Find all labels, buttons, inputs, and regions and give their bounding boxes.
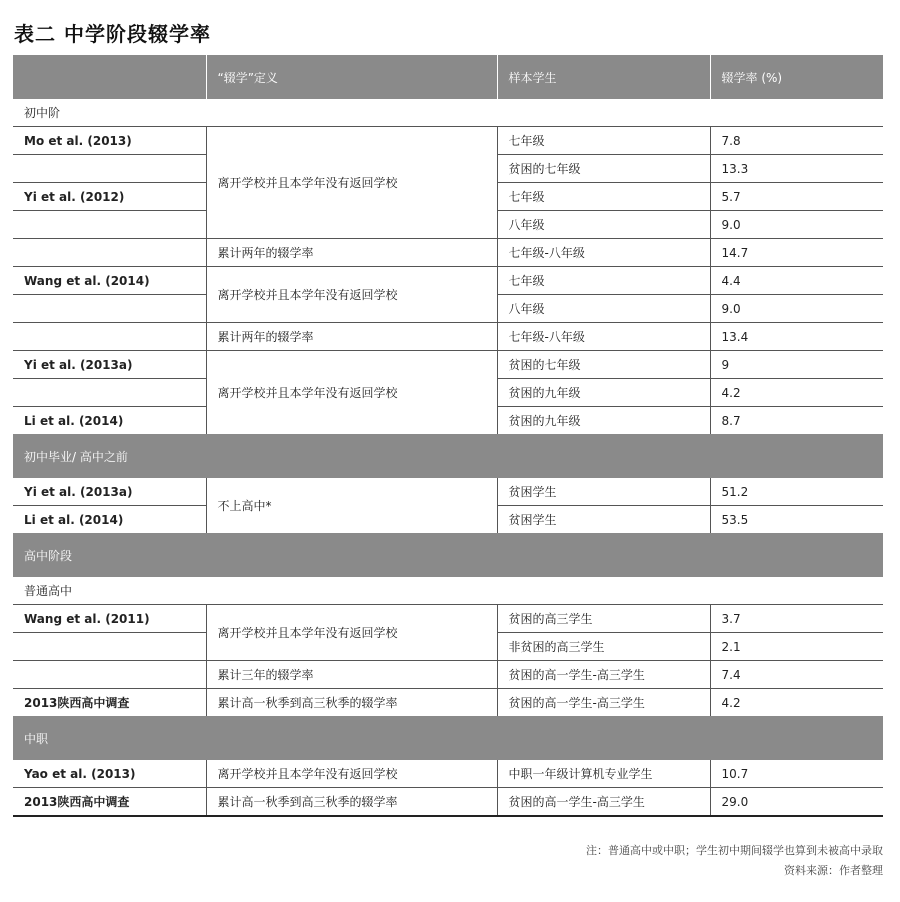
table-row xyxy=(13,788,883,817)
sample-cell: 贫困的七年级 xyxy=(497,155,710,183)
rate-cell: 29.0 xyxy=(710,788,883,817)
table-row xyxy=(13,267,883,295)
definition-cell: 不上高中* xyxy=(206,478,497,533)
table-title: 表二 中学阶段辍学率 xyxy=(14,22,211,46)
sample-cell: 七年级-八年级 xyxy=(497,239,710,267)
rate-cell: 4.2 xyxy=(710,689,883,717)
section-row xyxy=(13,434,883,478)
table-row xyxy=(13,605,883,633)
table-header-row xyxy=(13,55,883,99)
sample-cell: 七年级 xyxy=(497,267,710,295)
rate-cell: 51.2 xyxy=(710,478,883,506)
rate-cell: 14.7 xyxy=(710,239,883,267)
study-cell: Wang et al. (2011) xyxy=(13,605,206,633)
rate-cell: 2.1 xyxy=(710,633,883,661)
subsection-row xyxy=(13,577,883,605)
definition-cell: 离开学校并且本学年没有返回学校 xyxy=(206,760,497,788)
sample-cell: 中职一年级计算机专业学生 xyxy=(497,760,710,788)
definition-cell: 累计高一秋季到高三秋季的辍学率 xyxy=(206,788,497,817)
rate-cell: 5.7 xyxy=(710,183,883,211)
section-label: 初中毕业/ 高中之前 xyxy=(13,434,883,478)
table-row xyxy=(13,661,883,689)
study-cell xyxy=(13,323,206,351)
sample-cell: 七年级-八年级 xyxy=(497,323,710,351)
section-label: 中职 xyxy=(13,716,883,760)
sample-cell: 八年级 xyxy=(497,295,710,323)
sample-cell: 八年级 xyxy=(497,211,710,239)
rate-cell: 7.4 xyxy=(710,661,883,689)
table-row xyxy=(13,478,883,506)
study-cell: Yi et al. (2013a) xyxy=(13,351,206,379)
header-study xyxy=(13,55,206,99)
sample-cell: 七年级 xyxy=(497,127,710,155)
dropout-rate-table xyxy=(13,55,883,817)
table-row xyxy=(13,351,883,379)
study-cell: Yi et al. (2012) xyxy=(13,183,206,211)
sample-cell: 贫困的高一学生-高三学生 xyxy=(497,788,710,817)
study-cell xyxy=(13,211,206,239)
study-cell: 2013陕西高中调查 xyxy=(13,788,206,817)
header-rate: 辍学率 (%) xyxy=(710,55,883,99)
sample-cell: 七年级 xyxy=(497,183,710,211)
sample-cell: 贫困的高一学生-高三学生 xyxy=(497,661,710,689)
rate-cell: 8.7 xyxy=(710,407,883,435)
definition-cell: 累计两年的辍学率 xyxy=(206,239,497,267)
table-row xyxy=(13,760,883,788)
definition-cell: 离开学校并且本学年没有返回学校 xyxy=(206,351,497,435)
definition-cell: 离开学校并且本学年没有返回学校 xyxy=(206,605,497,661)
table-row xyxy=(13,127,883,155)
definition-cell: 离开学校并且本学年没有返回学校 xyxy=(206,127,497,239)
sample-cell: 贫困学生 xyxy=(497,478,710,506)
study-cell: 2013陕西高中调查 xyxy=(24,696,130,710)
study-cell xyxy=(13,661,206,689)
section-row xyxy=(13,533,883,577)
definition-cell: 累计高一秋季到高三秋季的辍学率 xyxy=(206,689,497,717)
rate-cell: 7.8 xyxy=(710,127,883,155)
rate-cell: 9 xyxy=(710,351,883,379)
section-row xyxy=(13,716,883,760)
sample-cell: 贫困的高一学生-高三学生 xyxy=(497,689,710,717)
rate-cell: 9.0 xyxy=(710,295,883,323)
source-note: 资料来源：作者整理 xyxy=(784,864,883,877)
study-cell: Yi et al. (2013a) xyxy=(13,478,206,506)
study-cell: Yao et al. (2013) xyxy=(13,760,206,788)
study-cell xyxy=(13,155,206,183)
sample-cell: 非贫困的高三学生 xyxy=(497,633,710,661)
rate-cell: 3.7 xyxy=(710,605,883,633)
definition-cell: 离开学校并且本学年没有返回学校 xyxy=(206,267,497,323)
section-label: 高中阶段 xyxy=(13,533,883,577)
study-cell xyxy=(13,239,206,267)
subsection-label: 普通高中 xyxy=(13,577,883,605)
sample-cell: 贫困的高三学生 xyxy=(497,605,710,633)
sample-cell: 贫困的九年级 xyxy=(497,379,710,407)
rate-cell: 4.4 xyxy=(710,267,883,295)
rate-cell: 13.4 xyxy=(710,323,883,351)
definition-cell: 累计三年的辍学率 xyxy=(206,661,497,689)
study-cell: Li et al. (2014) xyxy=(24,413,124,428)
table-row xyxy=(13,689,883,717)
study-cell xyxy=(13,379,206,407)
table-row xyxy=(13,239,883,267)
subsection-row xyxy=(13,99,883,127)
sample-cell: 贫困的九年级 xyxy=(497,407,710,435)
study-cell: Wang et al. (2014) xyxy=(13,267,206,295)
study-cell: Mo et al. (2013) xyxy=(13,127,206,155)
study-cell: Li et al. (2014) xyxy=(24,512,124,527)
rate-cell: 9.0 xyxy=(710,211,883,239)
sample-cell: 贫困学生 xyxy=(497,506,710,534)
header-definition: “辍学”定义 xyxy=(206,55,497,99)
study-cell xyxy=(13,633,206,661)
study-cell xyxy=(13,295,206,323)
subsection-label: 初中阶 xyxy=(13,99,883,127)
header-sample: 样本学生 xyxy=(497,55,710,99)
rate-cell: 53.5 xyxy=(710,506,883,534)
rate-cell: 4.2 xyxy=(710,379,883,407)
sample-cell: 贫困的七年级 xyxy=(497,351,710,379)
footnote: 注：普通高中或中职；学生初中期间辍学也算到未被高中录取 xyxy=(586,844,883,857)
rate-cell: 13.3 xyxy=(710,155,883,183)
definition-cell: 累计两年的辍学率 xyxy=(206,323,497,351)
rate-cell: 10.7 xyxy=(710,760,883,788)
table-row xyxy=(13,323,883,351)
